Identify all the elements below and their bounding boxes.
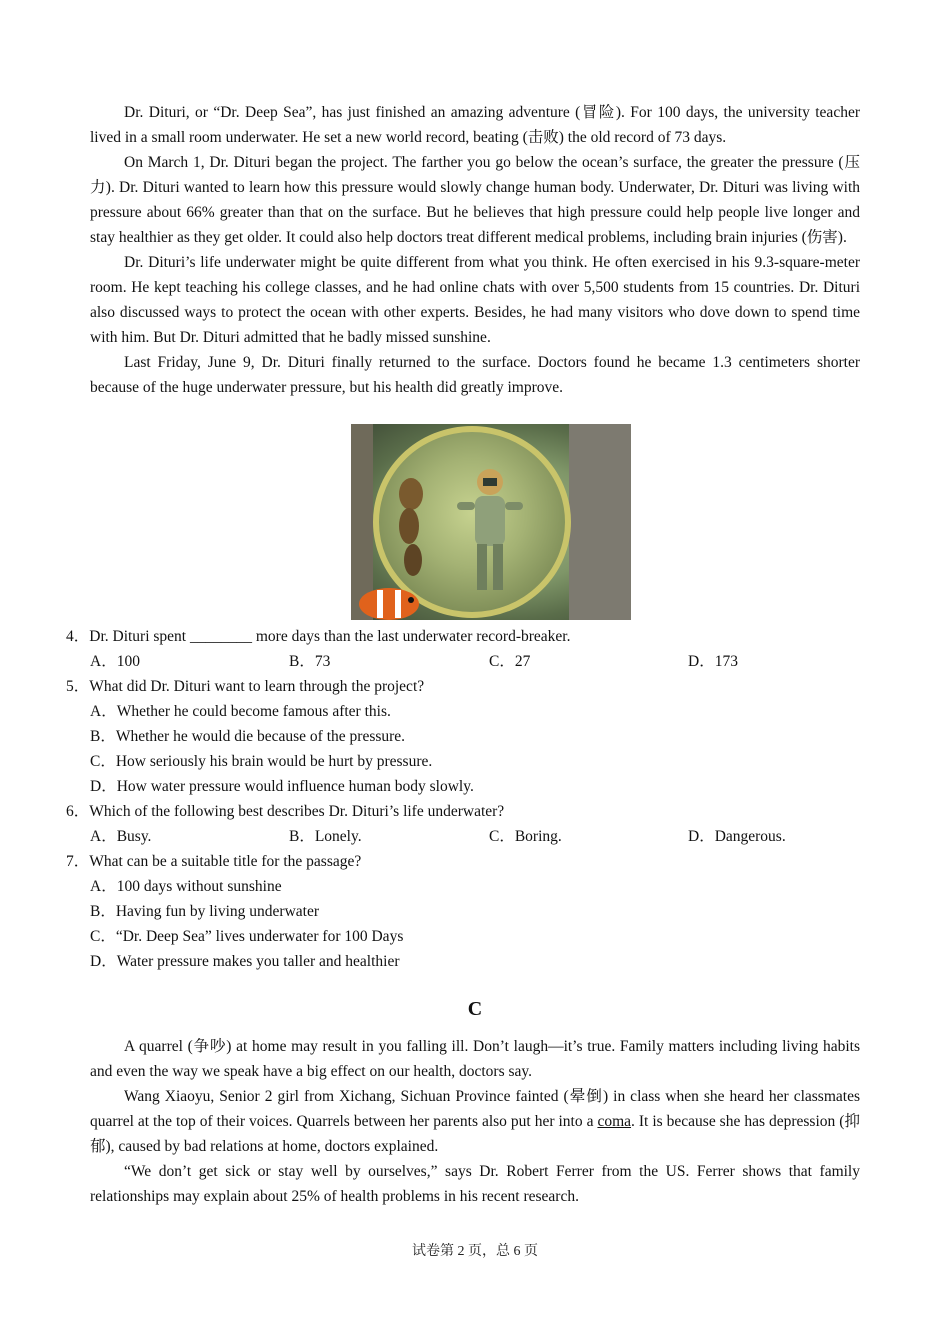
question-6-options: [66, 824, 866, 849]
question-4-option-c[interactable]: C．27: [489, 653, 531, 670]
question-4-option-d[interactable]: D．173: [688, 653, 738, 670]
question-5-option-c[interactable]: C．How seriously his brain would be hurt by pressure.: [90, 753, 433, 770]
page-footer: 试卷第 2 页，总 6 页: [412, 1244, 538, 1259]
passage-b-paragraph-3: Dr. Dituri’s life underwater might be quite different from what you think. He often exercised in his 9.3-square-meter room. He kept teaching his college classes, and he had online chats with over 5,500 students from 15 countries. Dr. Dituri also discussed ways to protect the ocean with other experts. Besides, he had many visitors who dove down to spend time with him. But Dr. Dituri admitted that he badly missed sunshine.: [90, 254, 860, 346]
question-4-options: [66, 649, 866, 674]
question-4-stem: 4．Dr. Dituri spent ________ more days than the last underwater record-breaker.: [66, 628, 571, 645]
clownfish-toy: [351, 582, 421, 620]
hanging-object: [391, 464, 431, 594]
question-6-option-d[interactable]: D．Dangerous.: [688, 828, 786, 845]
section-c-title: C: [467, 998, 483, 1020]
question-5-option-d[interactable]: D．How water pressure would influence human body slowly.: [90, 778, 474, 795]
passage-c-paragraph-3: “We don’t get sick or stay well by ourselves,” says Dr. Robert Ferrer from the US. Ferrer shows that family relationships may explain about 25% of health problems in his recent research.: [90, 1163, 860, 1205]
questions-list: [66, 624, 866, 974]
passage-b-paragraph-4: Last Friday, June 9, Dr. Dituri finally returned to the surface. Doctors found he became 1.3 centimeters shorter because of the huge underwater pressure, but his health did greatly improve.: [90, 354, 860, 396]
question-6-stem: 6．Which of the following best describes Dr. Dituri’s life underwater?: [66, 803, 505, 820]
underwater-porthole-photo: [351, 424, 631, 620]
question-5-stem: 5．What did Dr. Dituri want to learn through the project?: [66, 678, 425, 695]
question-6-option-b[interactable]: B．Lonely.: [289, 828, 362, 845]
passage-c-paragraph-2: [90, 1084, 860, 1159]
passage-b-paragraph-1: Dr. Dituri, or “Dr. Deep Sea”, has just finished an amazing adventure (冒险). For 100 days, the university teacher lived in a small room underwater. He set a new world record, beating (击败) the old record of 73 days.: [90, 104, 860, 146]
question-4-option-b[interactable]: B．73: [289, 653, 331, 670]
question-5-option-b[interactable]: B．Whether he would die because of the pressure.: [90, 728, 406, 745]
question-7-option-a[interactable]: A．100 days without sunshine: [90, 878, 282, 895]
passage-c-paragraph-1: A quarrel (争吵) at home may result in you falling ill. Don’t laugh—it’s true. Family matters including living habits and even the way we speak have a big effect on our health, doctors say.: [90, 1038, 860, 1080]
passage-c-paragraph-2-part-2: . It is because she has depression (抑郁), caused by bad relations at home, doctors explained.: [90, 1113, 861, 1155]
question-7-option-b[interactable]: B．Having fun by living underwater: [90, 903, 320, 920]
question-7-option-c[interactable]: C．“Dr. Deep Sea” lives underwater for 100 Days: [90, 928, 404, 945]
passage-c: [90, 1034, 860, 1209]
question-6-option-a[interactable]: A．Busy.: [90, 828, 152, 845]
diver-figure: [455, 464, 525, 594]
question-4-option-a[interactable]: A．100: [90, 653, 140, 670]
passage-b: [90, 100, 860, 400]
question-7-stem: 7．What can be a suitable title for the passage?: [66, 853, 362, 870]
question-5-option-a[interactable]: A．Whether he could become famous after this.: [90, 703, 391, 720]
question-7-option-d[interactable]: D．Water pressure makes you taller and healthier: [90, 953, 400, 970]
question-6-option-c[interactable]: C．Boring.: [489, 828, 562, 845]
passage-c-paragraph-2-part-1: Wang Xiaoyu, Senior 2 girl from Xichang, Sichuan Province fainted (晕倒) in class when she heard her classmates quarrel at the top of their voices. Quarrels between her parents also put her into a: [90, 1088, 860, 1130]
underlined-word-coma: coma: [597, 1113, 632, 1130]
passage-b-paragraph-2: On March 1, Dr. Dituri began the project. The farther you go below the ocean’s surface, the greater the pressure (压力). Dr. Dituri wanted to learn how this pressure would slowly change human body. Underwater, Dr. Dituri was living with pressure about 66% greater than that on the surface. But he believes that high pressure could help people live longer and stay healthier as they get older. It could also help doctors treat different medical problems, including brain injuries (伤害).: [90, 154, 860, 246]
